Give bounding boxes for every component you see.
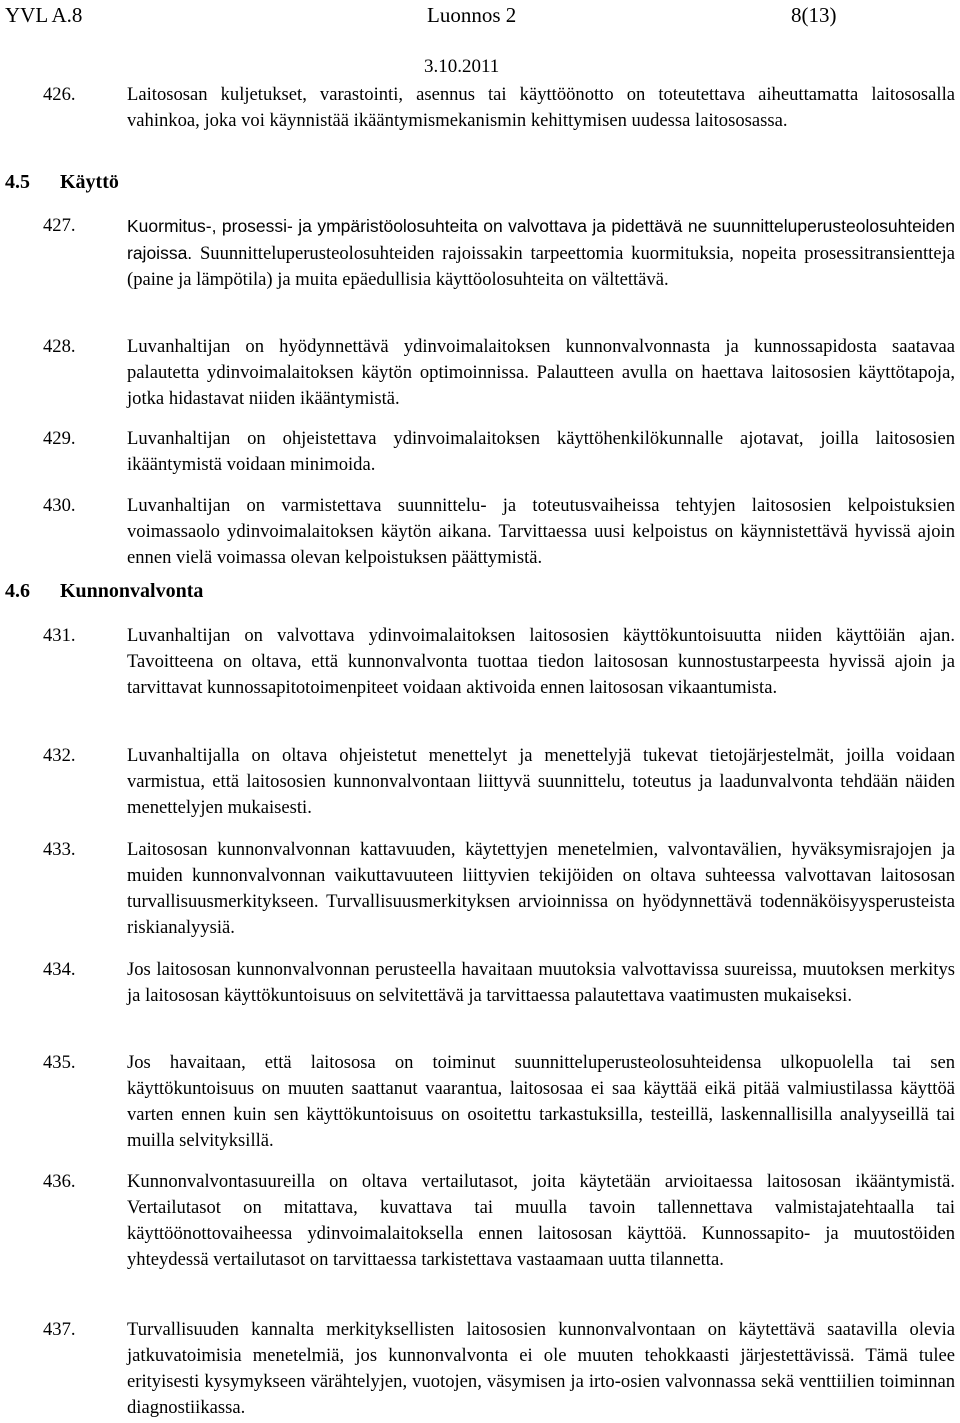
paragraph-text: Luvanhaltijalla on oltava ohjeistetut menettelyt ja menettelyjä tukevat tietojärjestelmät, joilla voidaan varmistua, että laitososien kunnonvalvontaan liittyvä suunnittelu, toteutus ja laadunvalvonta tehdään näiden menettelyjen mukaisesti. [127, 745, 955, 819]
header-date: 3.10.2011 [424, 56, 500, 77]
paragraph-430 [43, 493, 955, 571]
paragraph-number: 435. [43, 1052, 76, 1073]
paragraph-number: 434. [43, 959, 76, 980]
paragraph-number: 430. [43, 495, 76, 516]
paragraph-number: 432. [43, 745, 76, 766]
paragraph-number: 427. [43, 215, 76, 236]
paragraph-436 [43, 1169, 955, 1273]
section-heading-4-5 [5, 169, 119, 195]
paragraph-427 [43, 213, 955, 293]
paragraph-text: Luvanhaltijan on valvottava ydinvoimalaitoksen laitososien käyttökuntoisuutta niiden käyttöiän ajan. Tavoitteena on oltava, että kunnonvalvonta tuottaa tiedon laitososan kunnostustarpeesta hyvissä ajoin ja tarvittavat kunnossapitotoimenpiteet voidaan aktivoida ennen laitososan vikaantumista. [127, 625, 955, 699]
paragraph-number: 429. [43, 428, 76, 449]
paragraph-text: Jos laitososan kunnonvalvonnan perusteella havaitaan muutoksia valvottavissa suureissa, muutoksen merkitys ja laitososan käyttökuntoisuus on selvitettävä ja tarvittaessa palautettava vaatimusten mukaiseksi. [127, 959, 955, 1007]
paragraph-number: 433. [43, 839, 76, 860]
paragraph-431 [43, 623, 955, 701]
paragraph-435 [43, 1050, 955, 1154]
paragraph-432 [43, 743, 955, 821]
paragraph-text: Jos havaitaan, että laitososa on toiminut suunnitteluperusteolosuhteidensa ulkopuolella tai sen käyttökuntoisuus on muuten saattanut vaarantua, laitososaa ei saa käyttää eikä pitää valmiustilassa käyttöä varten ennen kuin sen käyttökuntoisuus on osoitettu tarkastuksilla, testeillä, laskennallisilla analyyseillä tai muilla selvityksillä. [127, 1052, 955, 1152]
header-document-code: YVL A.8 [5, 3, 83, 27]
paragraph-428 [43, 334, 955, 412]
paragraph-number: 436. [43, 1171, 76, 1192]
header-page-number: 8(13) [791, 3, 837, 27]
section-number: 4.5 [5, 171, 30, 193]
section-heading-4-6 [5, 578, 203, 604]
paragraph-text: Laitososan kunnonvalvonnan kattavuuden, käytettyjen menetelmien, valvontavälien, hyväksymisrajojen ja muiden kunnonvalvonnan vaikuttavuuteen liittyvien tekijöiden on oltava suhteessa valvottavan laitososan turvallisuusmerkitykseen. Turvallisuusmerkityksen arvioinnissa on hyödynnettävä todennäköisyysperusteista riskianalyysiä. [127, 839, 955, 939]
paragraph-437 [43, 1317, 955, 1421]
paragraph-number: 437. [43, 1319, 76, 1340]
paragraph-text: Luvanhaltijan on ohjeistettava ydinvoimalaitoksen käyttöhenkilökunnalle ajotavat, joilla laitososien ikääntymistä voidaan minimoida. [127, 428, 955, 476]
paragraph-number: 431. [43, 625, 76, 646]
header-draft-label: Luonnos 2 [427, 3, 517, 27]
paragraph-text: Laitososan kuljetukset, varastointi, asennus tai käyttöönotto on toteutettava aiheuttamatta laitososalla vahinkoa, joka voi käynnistää ikääntymismekanismin kehittymisen uudessa laitososassa. [127, 84, 955, 132]
paragraph-number: 428. [43, 336, 76, 357]
paragraph-text: Luvanhaltijan on hyödynnettävä ydinvoimalaitoksen kunnonvalvonnasta ja kunnossapidosta saatavaa palautetta ydinvoimalaitoksen käytön optimoinnissa. Palautteen avulla on haettava laitososien käyttötapoja, jotka hidastavat niiden ikääntymistä. [127, 336, 955, 410]
paragraph-426 [43, 82, 955, 134]
section-title: Kunnonvalvonta [60, 580, 204, 602]
paragraph-text: Turvallisuuden kannalta merkityksellisten laitososien kunnonvalvontaan on käytettävä saatavilla olevia jatkuvatoimisia menetelmiä, jos kunnonvalvonta ei ole muuten tehokkaasti järjestettävissä. Tämä tulee erityisesti kysymykseen värähtelyjen, vuotojen, väsymisen ja irto-osien valvonnassa sekä venttiilien toiminnan diagnostiikassa. [127, 1319, 955, 1419]
paragraph-text: Kunnonvalvontasuureilla on oltava vertailutasot, joita käytetään arvioitaessa laitososan ikääntymistä. Vertailutasot on mitattava, kuvattava tai muulla tavoin tallennettava valmistajatehtaalla tai käyttöönottovaiheessa ydinvoimalaitoksella ennen laitososan käyttöä. Kunnossapito- ja muutostöiden yhteydessä vertailutasot on tarvittaessa tarkistettava vastaamaan uutta tilannetta. [127, 1171, 955, 1271]
paragraph-text-part-2: Suunnitteluperusteolosuhteiden rajoissakin tarpeettomia kuormituksia, nopeita prosessitransientteja (paine ja lämpötila) ja muita epäedullisia käyttöolosuhteita on vältettävä. [127, 243, 955, 291]
paragraph-number: 426. [43, 84, 76, 105]
section-number: 4.6 [5, 580, 30, 602]
paragraph-text [127, 213, 955, 293]
paragraph-429 [43, 426, 955, 478]
paragraph-433 [43, 837, 955, 941]
section-title: Käyttö [60, 171, 119, 193]
paragraph-text-part-1: Kuormitus-, prosessi- ja ympäristöolosuhteita on valvottava ja pidettävä ne suunnitteluperusteolosuhteiden rajoissa. [127, 216, 955, 264]
paragraph-text: Luvanhaltijan on varmistettava suunnittelu- ja toteutusvaiheissa tehtyjen laitososien kelpoistuksien voimassaolo ydinvoimalaitoksen käytön aikana. Tarvittaessa uusi kelpoistus on käynnistettävä hyvissä ajoin ennen vielä voimassa olevan kelpoistuksen päättymistä. [127, 495, 955, 569]
paragraph-434 [43, 957, 955, 1009]
